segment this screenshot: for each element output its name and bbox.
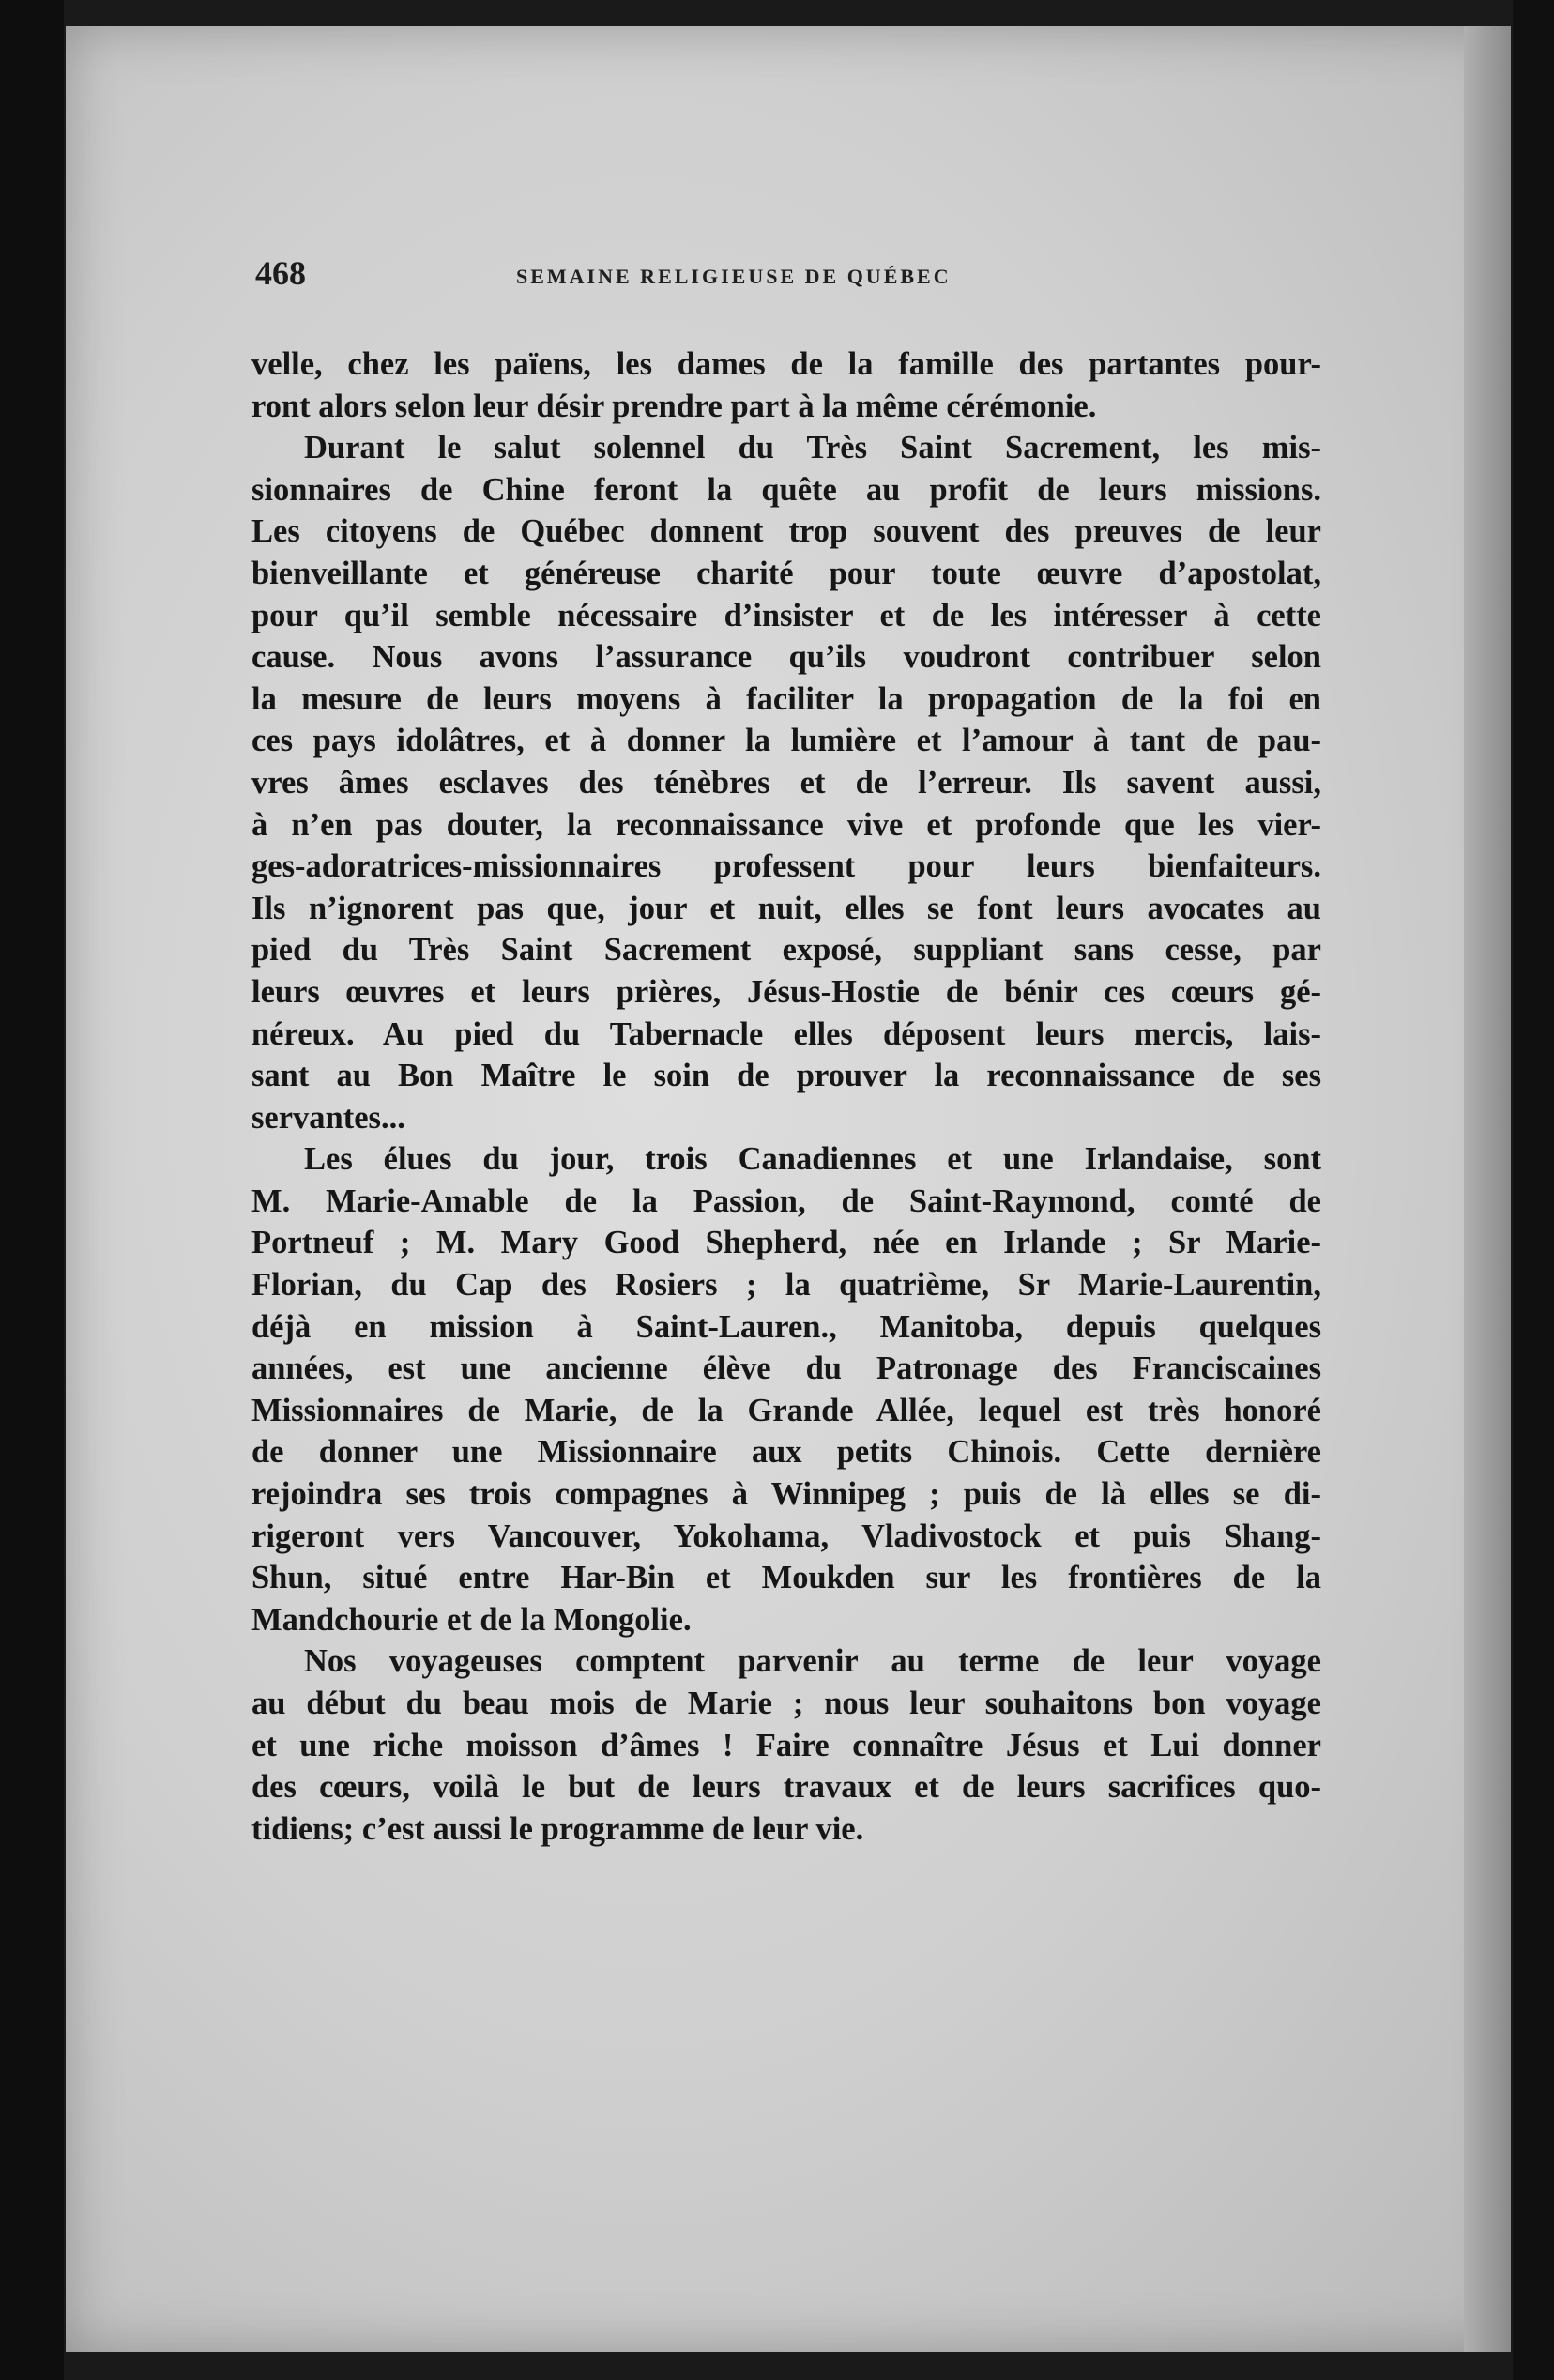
scan-border-right <box>1513 0 1554 2380</box>
page-number: 468 <box>255 254 306 292</box>
text-line: années, est une ancienne élève du Patronage des Franciscaines <box>251 1350 1321 1387</box>
text-line: Shun, situé entre Har-Bin et Moukden sur les frontières de la <box>251 1560 1321 1596</box>
text-line: leurs œuvres et leurs prières, Jésus-Hostie de bénir ces cœurs gé- <box>251 973 1321 1010</box>
scan-border-left <box>0 0 64 2380</box>
running-head: SEMAINE RELIGIEUSE DE QUÉBEC <box>516 265 952 288</box>
text-line: tidiens; c’est aussi le programme de leur vie. <box>251 1810 864 1847</box>
text-line: pied du Très Saint Sacrement exposé, suppliant sans cesse, par <box>251 932 1321 969</box>
text-line: servantes... <box>251 1099 405 1136</box>
text-line: de donner une Missionnaire aux petits Chinois. Cette dernière <box>251 1434 1321 1471</box>
text-line: Missionnaires de Marie, de la Grande Allée, lequel est très honoré <box>251 1392 1321 1428</box>
text-line: Durant le salut solennel du Très Saint Sacrement, les mis- <box>304 430 1321 466</box>
text-line: bienveillante et généreuse charité pour toute œuvre d’apostolat, <box>251 555 1321 591</box>
text-line: vres âmes esclaves des ténèbres et de l’erreur. Ils savent aussi, <box>251 764 1321 801</box>
text-line: M. Marie-Amable de la Passion, de Saint-Raymond, comté de <box>251 1182 1321 1219</box>
text-line: Ils n’ignorent pas que, jour et nuit, elles se font leurs avocates au <box>251 890 1321 926</box>
text-line: cause. Nous avons l’assurance qu’ils voudront contribuer selon <box>251 639 1321 676</box>
text-line: pour qu’il semble nécessaire d’insister et de les intéresser à cette <box>251 597 1321 633</box>
text-line: velle, chez les païens, les dames de la famille des partantes pour- <box>251 346 1321 382</box>
text-line: et une riche moisson d’âmes ! Faire connaître Jésus et Lui donner <box>251 1727 1321 1763</box>
body-text <box>251 343 1321 1850</box>
text-line: néreux. Au pied du Tabernacle elles déposent leurs mercis, lais- <box>251 1015 1321 1052</box>
text-line: Florian, du Cap des Rosiers ; la quatrième, Sr Marie-Laurentin, <box>251 1267 1321 1304</box>
text-line: déjà en mission à Saint-Lauren., Manitoba, depuis quelques <box>251 1308 1321 1345</box>
text-line: ces pays idolâtres, et à donner la lumière et l’amour à tant de pau- <box>251 723 1321 759</box>
text-line: des cœurs, voilà le but de leurs travaux et de leurs sacrifices quo- <box>251 1769 1321 1806</box>
text-line: rejoindra ses trois compagnes à Winnipeg ; puis de là elles se di- <box>251 1476 1321 1513</box>
text-line: la mesure de leurs moyens à faciliter la propagation de la foi en <box>251 680 1321 717</box>
text-line: Nos voyageuses comptent parvenir au terme de leur voyage <box>304 1643 1321 1680</box>
text-line: au début du beau mois de Marie ; nous leur souhaitons bon voyage <box>251 1686 1321 1721</box>
text-line: Portneuf ; M. Mary Good Shepherd, née en Irlande ; Sr Marie- <box>251 1225 1321 1261</box>
text-line: Les citoyens de Québec donnent trop souvent des preuves de leur <box>251 513 1321 550</box>
text-line: rigeront vers Vancouver, Yokohama, Vladivostock et puis Shang- <box>251 1518 1321 1554</box>
page-edge-shadow <box>1464 26 1511 2352</box>
text-line: à n’en pas douter, la reconnaissance vive et profonde que les vier- <box>251 806 1321 843</box>
text-line: sant au Bon Maître le soin de prouver la reconnaissance de ses <box>251 1058 1321 1094</box>
text-line: sionnaires de Chine feront la quête au profit de leurs missions. <box>251 471 1321 508</box>
text-line: Mandchourie et de la Mongolie. <box>251 1601 692 1638</box>
text-line: ges-adoratrices-missionnaires professent pour leurs bienfaiteurs. <box>251 848 1321 885</box>
page-header <box>255 253 1297 300</box>
text-line: Les élues du jour, trois Canadiennes et une Irlandaise, sont <box>304 1141 1321 1178</box>
text-line: ront alors selon leur désir prendre part à la même cérémonie. <box>251 388 1097 424</box>
